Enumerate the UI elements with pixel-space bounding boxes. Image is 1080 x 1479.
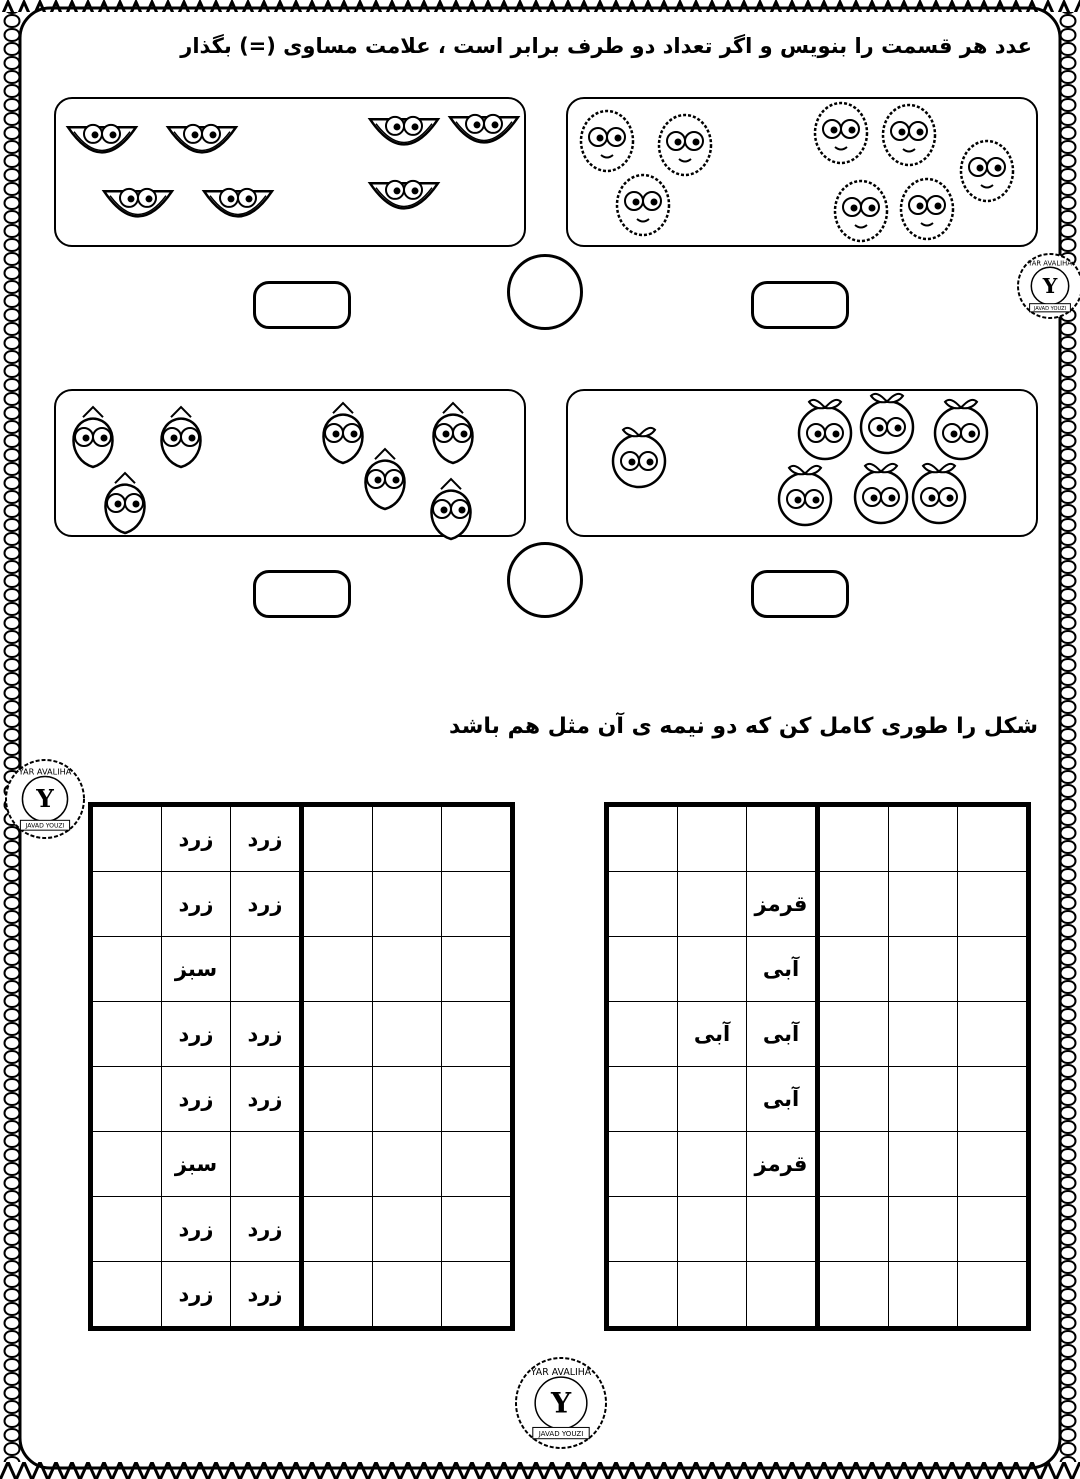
strawberry-icon	[64, 404, 122, 474]
grid-cell[interactable]	[818, 937, 889, 1002]
peach-count-box[interactable]	[751, 570, 849, 618]
kiwi-icon	[812, 100, 870, 170]
watermark-seal-icon	[4, 758, 86, 844]
peach-icon	[858, 390, 916, 460]
grid-cell[interactable]	[889, 1132, 958, 1197]
grid-cell[interactable]	[91, 805, 162, 872]
svg-text:Y: Y	[36, 784, 54, 814]
compare-circle-1[interactable]	[507, 254, 583, 330]
peach-icon	[932, 396, 990, 466]
grid-cell[interactable]	[373, 1197, 442, 1262]
grid-cell[interactable]	[373, 1067, 442, 1132]
grid-cell[interactable]	[373, 937, 442, 1002]
grid-cell[interactable]: زرد	[162, 805, 231, 872]
grid-cell[interactable]: آبی	[747, 1002, 818, 1067]
grid-cell[interactable]	[231, 937, 302, 1002]
watermelon-count-box[interactable]	[253, 281, 351, 329]
grid-cell[interactable]	[958, 805, 1029, 872]
svg-text:JAVAD YOUZI: JAVAD YOUZI	[25, 822, 65, 830]
grid-cell[interactable]: زرد	[162, 1197, 231, 1262]
grid-cell[interactable]: زرد	[231, 872, 302, 937]
strawberry-icon	[96, 470, 154, 540]
peach-icon	[796, 396, 854, 466]
grid-row	[91, 1002, 513, 1067]
strawberry-count-box[interactable]	[253, 570, 351, 618]
grid-row	[607, 1002, 1029, 1067]
grid-cell[interactable]: زرد	[162, 1002, 231, 1067]
grid-cell[interactable]	[91, 1067, 162, 1132]
kiwi-icon	[898, 176, 956, 246]
grid-row	[607, 937, 1029, 1002]
watermelon-icon	[64, 116, 140, 176]
grid-cell[interactable]	[818, 1262, 889, 1329]
grid-cell[interactable]	[442, 1262, 513, 1329]
strawberry-icon	[356, 446, 414, 516]
peach-icon	[776, 462, 834, 532]
grid-cell[interactable]: سبز	[162, 1132, 231, 1197]
grid-row	[607, 1197, 1029, 1262]
grid-cell[interactable]	[442, 805, 513, 872]
grid-cell[interactable]: زرد	[231, 1002, 302, 1067]
grid-cell[interactable]	[889, 937, 958, 1002]
grid-cell[interactable]	[373, 805, 442, 872]
compare-circle-2[interactable]	[507, 542, 583, 618]
grid-row	[607, 872, 1029, 937]
kiwi-icon	[578, 108, 636, 178]
grid-cell[interactable]	[607, 1067, 678, 1132]
grid-cell[interactable]	[91, 872, 162, 937]
grid-row	[607, 1132, 1029, 1197]
grid-cell[interactable]	[91, 937, 162, 1002]
grid-cell[interactable]	[889, 1067, 958, 1132]
svg-text:JAVAD YOUZI: JAVAD YOUZI	[1033, 305, 1067, 312]
grid-cell[interactable]: قرمز	[747, 1132, 818, 1197]
grid-cell[interactable]: آبی	[678, 1002, 747, 1067]
grid-cell[interactable]	[302, 1197, 373, 1262]
grid-cell[interactable]: زرد	[231, 1262, 302, 1329]
grid-cell[interactable]: زرد	[162, 1067, 231, 1132]
grid-cell[interactable]	[607, 1262, 678, 1329]
grid-cell[interactable]	[958, 937, 1029, 1002]
grid-row	[91, 872, 513, 937]
grid-row	[91, 1067, 513, 1132]
grid-cell[interactable]	[889, 1262, 958, 1329]
grid-cell[interactable]	[231, 1132, 302, 1197]
grid-cell[interactable]	[889, 1002, 958, 1067]
grid-cell[interactable]	[302, 1132, 373, 1197]
watermelon-icon	[366, 172, 442, 232]
symmetry-grid-left	[88, 802, 515, 1331]
grid-cell[interactable]	[818, 805, 889, 872]
grid-cell[interactable]	[889, 872, 958, 937]
grid-cell[interactable]	[373, 1262, 442, 1329]
watermelon-icon	[200, 180, 276, 240]
grid-cell[interactable]	[958, 872, 1029, 937]
grid-row	[91, 1262, 513, 1329]
kiwi-icon	[832, 178, 890, 248]
grid-cell[interactable]	[442, 1002, 513, 1067]
watermelon-icon	[164, 116, 240, 176]
grid-cell[interactable]	[607, 937, 678, 1002]
grid-cell[interactable]	[747, 1262, 818, 1329]
svg-text:Y: Y	[1042, 273, 1058, 298]
grid-cell[interactable]: آبی	[747, 1067, 818, 1132]
grid-cell[interactable]	[302, 1067, 373, 1132]
grid-cell[interactable]	[818, 1197, 889, 1262]
grid-row	[91, 1132, 513, 1197]
grid-cell[interactable]	[442, 1132, 513, 1197]
strawberry-icon	[424, 400, 482, 470]
symmetry-instruction: شکل را طوری کامل کن که دو نیمه ی آن مثل هم باشد	[449, 714, 1038, 739]
grid-cell[interactable]	[442, 937, 513, 1002]
watermelon-icon	[366, 108, 442, 168]
watermark-seal-icon	[1016, 252, 1080, 324]
grid-cell[interactable]	[442, 1197, 513, 1262]
svg-text:Y: Y	[550, 1386, 572, 1420]
grid-cell[interactable]	[958, 1262, 1029, 1329]
svg-text:YAR AVALIHA: YAR AVALIHA	[18, 766, 72, 777]
grid-cell[interactable]	[678, 937, 747, 1002]
grid-cell[interactable]	[958, 1197, 1029, 1262]
kiwi-count-box[interactable]	[751, 281, 849, 329]
grid-cell[interactable]	[889, 1197, 958, 1262]
grid-cell[interactable]: آبی	[747, 937, 818, 1002]
grid-cell[interactable]	[958, 1002, 1029, 1067]
grid-cell[interactable]	[747, 1197, 818, 1262]
grid-cell[interactable]	[607, 1002, 678, 1067]
grid-cell[interactable]	[747, 805, 818, 872]
watermelon-icon	[100, 180, 176, 240]
grid-cell[interactable]: زرد	[231, 1067, 302, 1132]
peach-icon	[610, 424, 668, 494]
grid-cell[interactable]	[889, 805, 958, 872]
counting-instruction: عدد هر قسمت را بنویس و اگر تعداد دو طرف برابر است ، علامت مساوی (=) بگذار	[180, 34, 1032, 58]
grid-row	[607, 805, 1029, 872]
grid-cell[interactable]	[373, 1002, 442, 1067]
watermark-seal-icon	[514, 1356, 608, 1454]
grid-cell[interactable]	[818, 872, 889, 937]
grid-cell[interactable]	[442, 1067, 513, 1132]
grid-cell[interactable]: زرد	[231, 1197, 302, 1262]
grid-cell[interactable]	[373, 1132, 442, 1197]
grid-cell[interactable]	[607, 1197, 678, 1262]
grid-row	[91, 937, 513, 1002]
kiwi-icon	[958, 138, 1016, 208]
grid-cell[interactable]	[818, 1067, 889, 1132]
grid-cell[interactable]	[302, 872, 373, 937]
grid-cell[interactable]	[678, 1197, 747, 1262]
grid-cell[interactable]	[373, 872, 442, 937]
peach-icon	[852, 460, 910, 530]
grid-cell[interactable]	[91, 1132, 162, 1197]
grid-cell[interactable]	[818, 1132, 889, 1197]
grid-cell[interactable]	[678, 1067, 747, 1132]
grid-cell[interactable]	[607, 1132, 678, 1197]
grid-cell[interactable]: قرمز	[747, 872, 818, 937]
grid-cell[interactable]	[91, 1262, 162, 1329]
grid-cell[interactable]	[818, 1002, 889, 1067]
grid-cell[interactable]	[678, 872, 747, 937]
grid-cell[interactable]	[302, 937, 373, 1002]
svg-text:YAR AVALIHA: YAR AVALIHA	[530, 1366, 592, 1378]
grid-cell[interactable]: زرد	[162, 872, 231, 937]
grid-cell[interactable]	[607, 805, 678, 872]
svg-text:JAVAD YOUZI: JAVAD YOUZI	[538, 1428, 584, 1438]
grid-row	[607, 1262, 1029, 1329]
grid-cell[interactable]	[91, 1002, 162, 1067]
grid-cell[interactable]	[91, 1197, 162, 1262]
strawberry-icon	[152, 404, 210, 474]
grid-row	[91, 1197, 513, 1262]
grid-cell[interactable]: زرد	[162, 1262, 231, 1329]
strawberry-icon	[422, 476, 480, 546]
grid-cell[interactable]	[678, 1262, 747, 1329]
grid-cell[interactable]	[678, 805, 747, 872]
peach-icon	[910, 460, 968, 530]
symmetry-grid-right	[604, 802, 1031, 1331]
grid-cell[interactable]	[302, 805, 373, 872]
grid-cell[interactable]: سبز	[162, 937, 231, 1002]
kiwi-icon	[880, 102, 938, 172]
watermelon-icon	[446, 106, 522, 166]
grid-cell[interactable]	[607, 872, 678, 937]
svg-text:YAR AVALIHA: YAR AVALIHA	[1028, 259, 1072, 268]
grid-row	[607, 1067, 1029, 1132]
grid-cell[interactable]	[678, 1132, 747, 1197]
kiwi-icon	[614, 172, 672, 242]
grid-cell[interactable]	[302, 1002, 373, 1067]
grid-cell[interactable]	[302, 1262, 373, 1329]
grid-cell[interactable]	[442, 872, 513, 937]
grid-cell[interactable]: زرد	[231, 805, 302, 872]
grid-row	[91, 805, 513, 872]
grid-cell[interactable]	[958, 1132, 1029, 1197]
grid-cell[interactable]	[958, 1067, 1029, 1132]
